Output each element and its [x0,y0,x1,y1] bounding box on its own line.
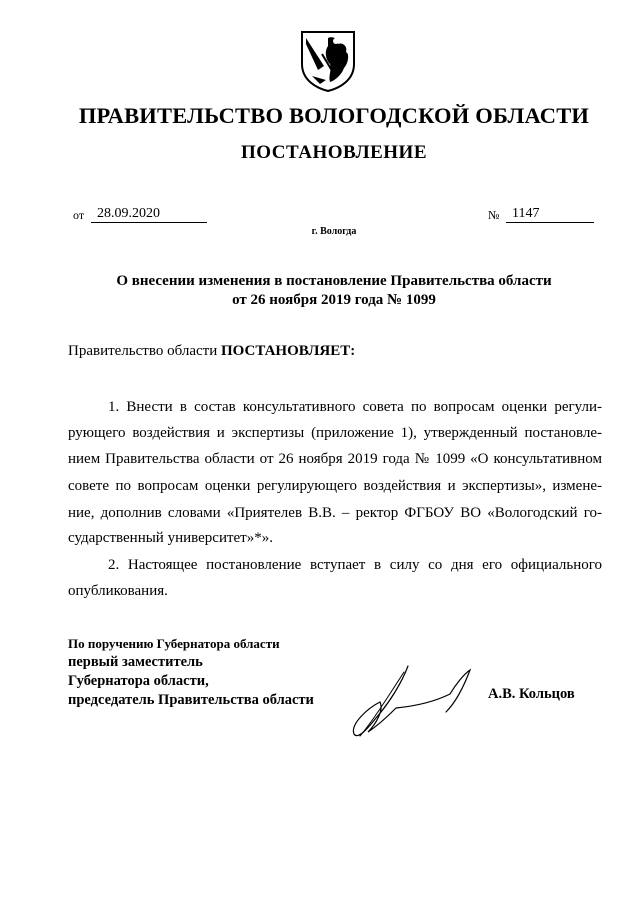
signature-line: Губернатора области, [68,673,209,689]
preamble [68,343,355,360]
item-2-line: 2. Настоящее постановление вступает в силу со дня его официального [108,557,602,573]
city: г. Вологда [311,226,357,237]
date-prefix: от [73,208,85,222]
handwritten-signature [346,662,476,744]
number-prefix: № [488,208,500,222]
signer-name: А.В. Кольцов [488,686,575,702]
item-1-line: ние, дополнив словами «Приятелев В.В. – ректор ФГБОУ ВО «Вологодский го- [68,505,602,521]
document-subject [68,272,600,310]
document-date: 28.09.2020 [91,206,207,223]
item-1-line: сударственный университет»*». [68,530,273,546]
document-number: 1147 [506,206,594,223]
preamble-keyword: ПОСТАНОВЛЯЕТ: [220,343,356,359]
item-1-line: нием Правительства области от 26 ноября 2019 года № 1099 «О консультативном [68,451,602,467]
coat-of-arms-icon [298,30,358,92]
item-2-line: опубликования. [68,583,168,599]
signature-line: По поручению Губернатора области [68,636,280,651]
signature-line: первый заместитель [68,654,203,670]
item-1-line: рующего воздействия и экспертизы (приложение 1), утвержденный постановле- [68,425,602,441]
signature-line: председатель Правительства области [68,692,314,708]
signature-block [68,634,314,710]
preamble-text: Правительство области [68,343,221,359]
government-title: ПРАВИТЕЛЬСТВО ВОЛОГОДСКОЙ ОБЛАСТИ [78,103,590,128]
subject-line: от 26 ноября 2019 года № 1099 [232,292,436,308]
item-1-line: совете по вопросам оценки регулирующего воздействия и экспертизы», измене- [68,478,602,494]
subject-line: О внесении изменения в постановление Правительства области [116,273,552,289]
item-1-line: 1. Внести в состав консультативного совета по вопросам оценки регули- [108,399,602,415]
document-type: ПОСТАНОВЛЕНИЕ [240,142,428,163]
